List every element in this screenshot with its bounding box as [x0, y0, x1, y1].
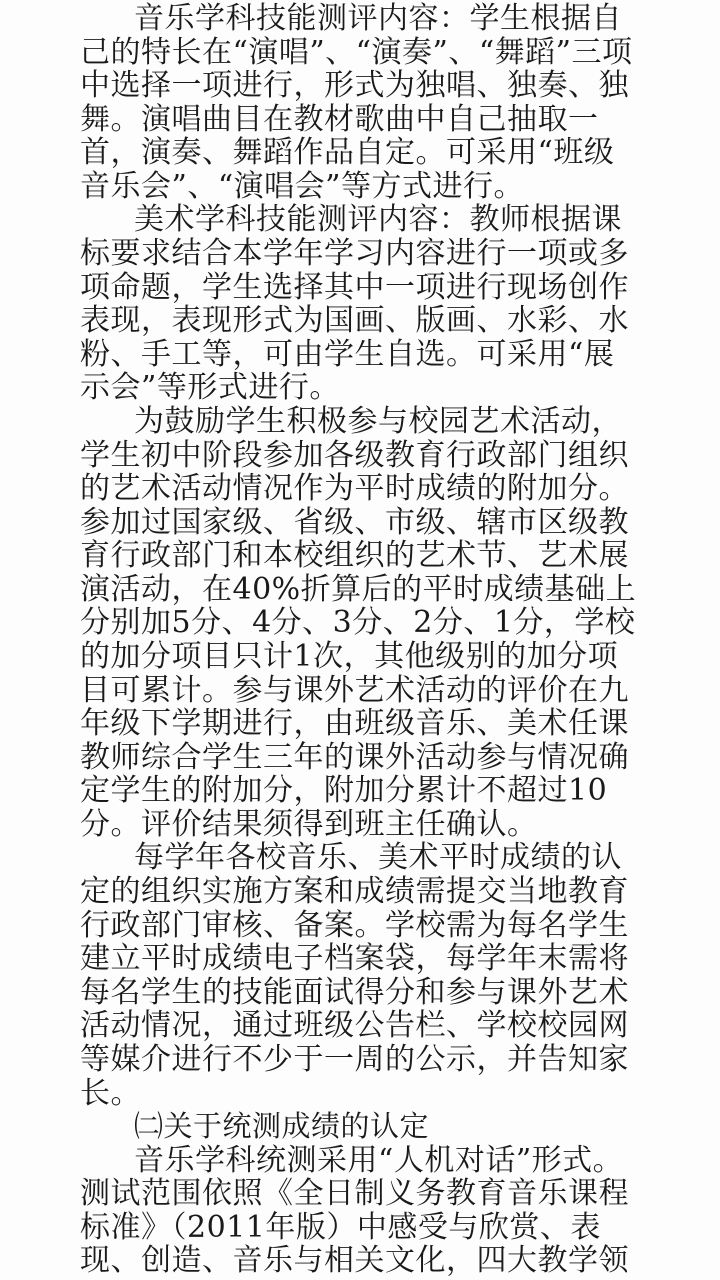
text-line: 定的组织实施方案和成绩需提交当地教育: [80, 874, 629, 909]
text-line: 首，演奏、舞蹈作品自定。可采用“班级: [80, 135, 615, 170]
text-line: 育行政部门和本校组织的艺术节、艺术展: [80, 538, 629, 573]
text-line: 分别加5分、4分、3分、2分、1分，学校: [80, 605, 636, 640]
text-line: 美术学科技能测评内容：教师根据课: [134, 202, 622, 237]
text-line: 音乐会”、“演唱会”等方式进行。: [80, 169, 525, 204]
text-line: 中选择一项进行，形式为独唱、独奏、独: [80, 68, 629, 103]
text-line: 示会”等形式进行。: [80, 370, 340, 405]
text-line: 目可累计。参与课外艺术活动的评价在九: [80, 673, 629, 708]
text-line: 演活动，在40%折算后的平时成绩基础上: [80, 572, 637, 607]
text-line: 教师综合学生三年的课外活动参与情况确: [80, 740, 629, 775]
text-line: 项命题，学生选择其中一项进行现场创作: [80, 270, 629, 305]
text-line: 分。评价结果须得到班主任确认。: [80, 807, 538, 842]
text-line: 长。: [80, 1076, 141, 1111]
text-line: 建立平时成绩电子档案袋，每学年末需将: [80, 941, 629, 976]
text-line: 行政部门审核、备案。学校需为每名学生: [80, 908, 629, 943]
text-line: 年级下学期进行，由班级音乐、美术任课: [80, 706, 629, 741]
text-line: 测试范围依照《全日制义务教育音乐课程: [80, 1176, 629, 1211]
text-line: 音乐学科统测采用“人机对话”形式。: [134, 1143, 624, 1178]
text-line: 现、创造、音乐与相关文化，四大教学领: [80, 1243, 629, 1278]
text-line: 表现，表现形式为国画、版画、水彩、水: [80, 303, 629, 338]
text-line: 的加分项目只计1次，其他级别的加分项: [80, 639, 619, 674]
text-line: 粉、手工等，可由学生自选。可采用“展: [80, 337, 615, 372]
text-line: 每名学生的技能面试得分和参与课外艺术: [80, 975, 629, 1010]
text-line: 每学年各校音乐、美术平时成绩的认: [134, 840, 622, 875]
text-line: 活动情况，通过班级公告栏、学校校园网: [80, 1008, 629, 1043]
text-line: 标要求结合本学年学习内容进行一项或多: [80, 236, 629, 271]
text-line: 为鼓励学生积极参与校园艺术活动，: [134, 404, 622, 439]
text-line: 标准》（2011年版）中感受与欣赏、表: [80, 1210, 601, 1245]
text-line: 己的特长在“演唱”、“演奏”、“舞蹈”三项: [80, 35, 633, 70]
text-line: 的艺术活动情况作为平时成绩的附加分。: [80, 471, 629, 506]
text-line: 学生初中阶段参加各级教育行政部门组织: [80, 438, 629, 473]
text-line: 等媒介进行不少于一周的公示，并告知家: [80, 1042, 629, 1077]
text-line: 音乐学科技能测评内容：学生根据自: [134, 1, 622, 36]
text-line: 参加过国家级、省级、市级、辖市区级教: [80, 505, 629, 540]
section-heading: ㈡关于统测成绩的认定: [134, 1109, 430, 1143]
text-line: 舞。演唱曲目在教材歌曲中自己抽取一: [80, 102, 599, 137]
text-line: 定学生的附加分，附加分累计不超过10: [80, 773, 608, 808]
